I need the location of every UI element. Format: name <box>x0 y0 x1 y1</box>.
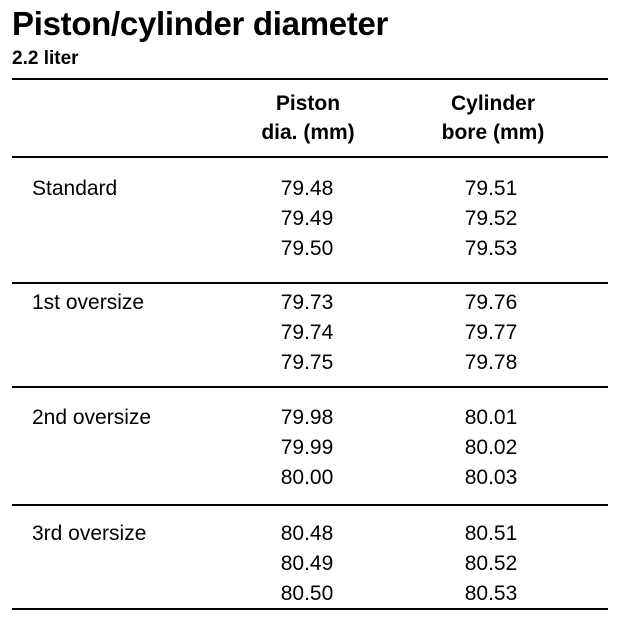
size-group-1st-oversize <box>0 288 640 384</box>
column-header-piston <box>208 89 408 147</box>
piston-diameter-value: 79.98 <box>280 406 334 429</box>
cylinder-bore-value: 79.77 <box>464 321 518 344</box>
column-header-piston-line1: Piston <box>275 92 341 115</box>
page-title: Piston/cylinder diameter <box>12 5 389 42</box>
size-group-label: 2nd oversize <box>32 406 152 429</box>
cylinder-bore-value: 80.52 <box>464 552 518 575</box>
piston-diameter-value: 80.00 <box>280 466 334 489</box>
header-rule <box>12 156 608 158</box>
cylinder-bore-value: 79.53 <box>464 237 518 260</box>
size-group-label: 1st oversize <box>32 291 145 314</box>
size-group-label: Standard <box>32 177 118 200</box>
piston-diameter-value: 79.49 <box>280 207 334 230</box>
piston-diameter-value: 79.73 <box>280 291 334 314</box>
cylinder-bore-value: 79.76 <box>464 291 518 314</box>
cylinder-bore-value: 80.51 <box>464 522 518 545</box>
size-group-2nd-oversize <box>0 403 640 499</box>
cylinder-bore-values <box>391 403 591 493</box>
piston-diameter-values <box>207 174 407 264</box>
cylinder-bore-value: 80.01 <box>464 406 518 429</box>
piston-diameter-values <box>207 288 407 378</box>
group-divider <box>12 504 608 506</box>
column-header-bore-line1: Cylinder <box>450 92 536 115</box>
cylinder-bore-value: 80.03 <box>464 466 518 489</box>
piston-diameter-value: 80.49 <box>280 552 334 575</box>
cylinder-bore-value: 79.52 <box>464 207 518 230</box>
cylinder-bore-value: 80.02 <box>464 436 518 459</box>
piston-diameter-value: 80.48 <box>280 522 334 545</box>
piston-diameter-values <box>207 519 407 609</box>
size-group-3rd-oversize <box>0 519 640 615</box>
size-group-standard <box>0 174 640 270</box>
cylinder-bore-value: 79.51 <box>464 177 518 200</box>
piston-diameter-values <box>207 403 407 493</box>
cylinder-bore-values <box>391 174 591 264</box>
piston-diameter-value: 80.50 <box>280 582 334 605</box>
cylinder-bore-value: 79.78 <box>464 351 518 374</box>
page-subtitle: 2.2 liter <box>12 48 79 69</box>
piston-diameter-value: 79.74 <box>280 321 334 344</box>
piston-diameter-value: 79.99 <box>280 436 334 459</box>
size-group-label: 3rd oversize <box>32 522 147 545</box>
column-header-piston-line2: dia. (mm) <box>261 121 355 144</box>
cylinder-bore-values <box>391 519 591 609</box>
column-header-bore-line2: bore (mm) <box>441 121 545 144</box>
cylinder-bore-values <box>391 288 591 378</box>
table-top-rule <box>12 78 608 80</box>
piston-diameter-value: 79.48 <box>280 177 334 200</box>
group-divider <box>12 386 608 388</box>
piston-diameter-value: 79.75 <box>280 351 334 374</box>
group-divider <box>12 282 608 284</box>
cylinder-bore-value: 80.53 <box>464 582 518 605</box>
column-header-bore <box>393 89 593 147</box>
table-bottom-rule <box>12 608 608 610</box>
piston-diameter-value: 79.50 <box>280 237 334 260</box>
